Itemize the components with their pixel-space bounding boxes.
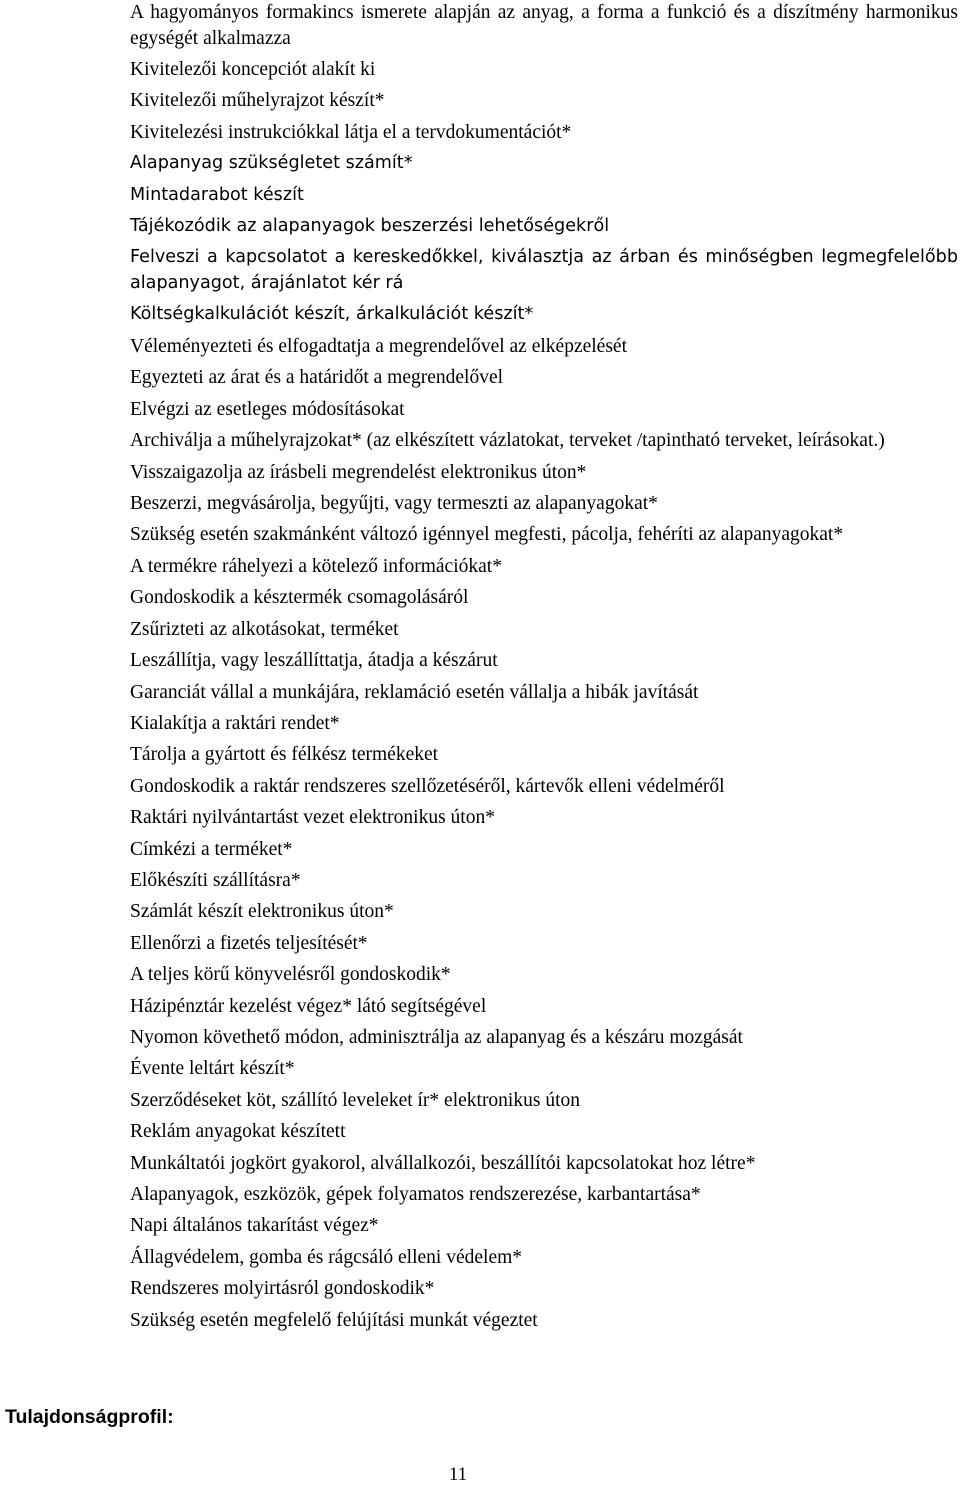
list-item: Raktári nyilvántartást vezet elektronikus úton* bbox=[130, 807, 495, 829]
list-item: Számlát készít elektronikus úton* bbox=[130, 901, 394, 923]
list-item: Visszaigazolja az írásbeli megrendelést elektronikus úton* bbox=[130, 461, 587, 483]
list-item: Kialakítja a raktári rendet* bbox=[130, 712, 340, 734]
list-item: Alapanyagok, eszközök, gépek folyamatos rendszerezése, karbantartása* bbox=[130, 1184, 701, 1205]
list-item: A hagyományos formakincs ismerete alapján az anyag, a forma a funkció és a díszítmény harmonikus egységét alkalmazza bbox=[130, 2, 958, 49]
list-item: Garanciát vállal a munkájára, reklamáció esetén vállalja a hibák javítását bbox=[130, 681, 699, 703]
list-item: Kivitelezői koncepciót alakít ki bbox=[130, 59, 376, 80]
section-label: Tulajdonságprofil: bbox=[5, 1406, 174, 1428]
list-item: Szükség esetén szakmánként változó igénnyel megfesti, pácolja, fehéríti az alapanyagokat* bbox=[130, 524, 844, 546]
list-item: Költségkalkulációt készít, árkalkulációt készít* bbox=[130, 304, 534, 325]
list-item: Előkészíti szállításra* bbox=[130, 869, 301, 891]
list-item: Tárolja a gyártott és félkész termékeket bbox=[130, 744, 439, 766]
list-item: Címkézi a terméket* bbox=[130, 838, 293, 860]
list-item: Zsűrizteti az alkotásokat, terméket bbox=[130, 618, 399, 640]
list-item: Elvégzi az esetleges módosításokat bbox=[130, 398, 405, 420]
list-item: Mintadarabot készít bbox=[130, 184, 304, 205]
list-item: Egyezteti az árat és a határidőt a megrendelővel bbox=[130, 367, 504, 389]
page-number: 11 bbox=[448, 1464, 468, 1485]
list-item: Tájékozódik az alapanyagok beszerzési lehetőségekről bbox=[130, 216, 610, 237]
list-item: Gondoskodik a raktár rendszeres szellőzetéséről, kártevők elleni védelméről bbox=[130, 775, 725, 797]
task-list bbox=[130, 0, 958, 1336]
list-item: Archiválja a műhelyrajzokat* (az elkészített vázlatokat, terveket /tapintható terveket, leírásokat.) bbox=[130, 430, 885, 452]
list-item: Beszerzi, megvásárolja, begyűjti, vagy termeszti az alapanyagokat* bbox=[130, 492, 658, 514]
list-item: Szükség esetén megfelelő felújítási munkát végeztet bbox=[130, 1309, 538, 1331]
list-item: Felveszi a kapcsolatot a kereskedőkkel, kiválasztja az árban és minőségben legmegfelelőbb alapanyagot, árajánlatot kér rá bbox=[130, 247, 958, 293]
list-item: Alapanyag szükségletet számít* bbox=[130, 153, 413, 174]
list-item: Kivitelezési instrukciókkal látja el a tervdokumentációt* bbox=[130, 121, 572, 143]
list-item: Rendszeres molyirtásról gondoskodik* bbox=[130, 1278, 435, 1300]
list-item: Gondoskodik a késztermék csomagolásáról bbox=[130, 587, 469, 609]
list-item: A termékre ráhelyezi a kötelező információkat* bbox=[130, 555, 502, 577]
list-item: Munkáltatói jogkört gyakorol, alvállalkozói, beszállítói kapcsolatokat hoz létre* bbox=[130, 1152, 756, 1174]
list-item: A teljes körű könyvelésről gondoskodik* bbox=[130, 964, 451, 986]
list-item: Véleményezteti és elfogadtatja a megrendelővel az elképzelését bbox=[130, 335, 627, 357]
list-item: Leszállítja, vagy leszállíttatja, átadja a készárut bbox=[130, 650, 498, 672]
list-item: Állagvédelem, gomba és rágcsáló elleni védelem* bbox=[130, 1246, 523, 1268]
list-item: Szerződéseket köt, szállító leveleket ír* elektronikus úton bbox=[130, 1089, 580, 1111]
list-item: Ellenőrzi a fizetés teljesítését* bbox=[130, 932, 368, 954]
list-item: Házipénztár kezelést végez* látó segítségével bbox=[130, 995, 487, 1017]
list-item: Napi általános takarítást végez* bbox=[130, 1215, 379, 1237]
list-item: Kivitelezői műhelyrajzot készít* bbox=[130, 90, 385, 112]
list-item: Évente leltárt készít* bbox=[130, 1058, 295, 1080]
list-item: Nyomon követhető módon, adminisztrálja az alapanyag és a készáru mozgását bbox=[130, 1026, 743, 1048]
list-item: Reklám anyagokat készített bbox=[130, 1121, 346, 1143]
